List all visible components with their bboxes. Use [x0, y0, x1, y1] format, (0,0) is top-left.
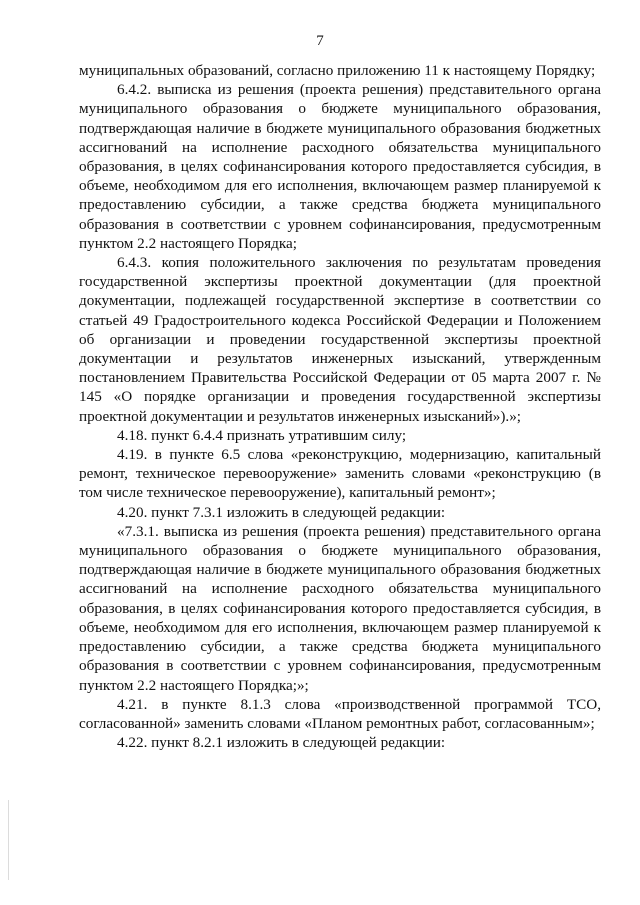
paragraph-4-21: 4.21. в пункте 8.1.3 слова «производственной программой ТСО, согласованной» заменить словами «Планом ремонтных работ, согласованным»; [79, 695, 601, 732]
page-number: 7 [316, 33, 324, 49]
paragraph-4-19: 4.19. в пункте 6.5 слова «реконструкцию, модернизацию, капитальный ремонт, техническое перевооружение» заменить словами «реконструкцию (в том числе техническое перевооружение), капитальный ремонт»; [79, 446, 601, 502]
document-body [79, 61, 601, 752]
paragraph-4-20: 4.20. пункт 7.3.1 изложить в следующей редакции: [117, 503, 446, 521]
paragraph-4-22: 4.22. пункт 8.2.1 изложить в следующей редакции: [117, 734, 446, 752]
paragraph-7-3-1: «7.3.1. выписка из решения (проекта решения) представительного органа муниципального образования о бюджете муниципального образования, подтверждающая наличие в бюджете муниципального образования бюджетных ассигнований на исполнение расходного обязательства муниципального образования, в целях софинансирования которого предоставляется субсидия, в объеме, необходимом для его исполнения, включающем размер планируемой к предоставлению субсидии, а также средства бюджета муниципального образования в соответствии с уровнем софинансирования, предусмотренным пунктом 2.2 настоящего Порядка;»; [79, 522, 601, 694]
scan-edge-line [8, 800, 9, 880]
paragraph-4-18: 4.18. пункт 6.4.4 признать утратившим силу; [117, 426, 407, 444]
paragraph-6-4-3: 6.4.3. копия положительного заключения по результатам проведения государственной экспертизы проектной документации (для проектной документации, подлежащей государственной экспертизе в соответствии со статьей 49 Градостроительного кодекса Российской Федерации и Положением об организации и проведении государственной экспертизы проектной документации и результатов инженерных изысканий, утвержденным постановлением Правительства Российской Федерации от 05 марта 2007 г. № 145 «О порядке организации и проведения государственной экспертизы проектной документации и результатов инженерных изысканий»).»; [79, 254, 601, 425]
paragraph-6-4-2: 6.4.2. выписка из решения (проекта решения) представительного органа муниципального образования о бюджете муниципального образования, подтверждающая наличие в бюджете муниципального образования бюджетных ассигнований на исполнение расходного обязательства муниципального образования, в целях софинансирования которого предоставляется субсидия, в объеме, необходимом для его исполнения, включающем размер планируемой к предоставлению субсидии, а также средства бюджета муниципального образования в соответствии с уровнем софинансирования, предусмотренным пунктом 2.2 настоящего Порядка; [79, 81, 601, 252]
paragraph-continuation: муниципальных образований, согласно приложению 11 к настоящему Порядку; [79, 62, 596, 79]
